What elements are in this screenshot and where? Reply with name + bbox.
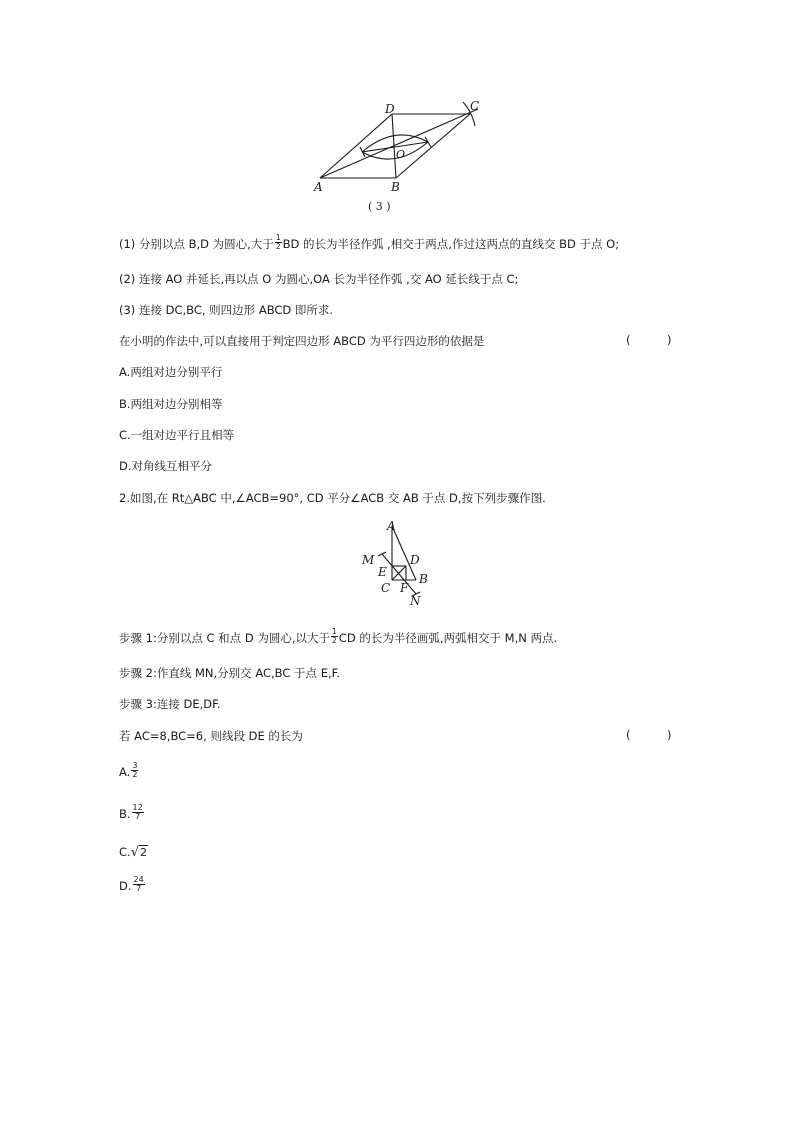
option-fraction bbox=[131, 762, 138, 779]
side-bc bbox=[396, 114, 470, 178]
q2-option-d[interactable] bbox=[119, 875, 146, 895]
frac-num: 12 bbox=[132, 803, 143, 812]
q1-option-b[interactable]: B.两组对边分别相等 bbox=[119, 397, 223, 411]
option-fraction bbox=[132, 804, 144, 821]
frac-num: 3 bbox=[132, 761, 138, 770]
q1-option-d[interactable]: D.对角线互相平分 bbox=[119, 459, 213, 473]
q2-option-b[interactable] bbox=[119, 803, 145, 823]
label-o: O bbox=[396, 148, 406, 161]
option-prefix: C. bbox=[119, 845, 131, 859]
bisector-line bbox=[362, 142, 428, 152]
q2-step1 bbox=[119, 627, 558, 647]
half-fraction bbox=[331, 628, 338, 645]
cross-mark-m bbox=[378, 552, 386, 556]
q1-option-c[interactable]: C.一组对边平行且相等 bbox=[119, 428, 235, 442]
frac-den: 7 bbox=[136, 884, 142, 893]
label-m: M bbox=[362, 553, 375, 567]
label-b: B bbox=[419, 572, 428, 586]
frac-den: 7 bbox=[135, 812, 141, 821]
parallelogram-figure bbox=[300, 96, 500, 214]
q2-step3: 步骤 3:连接 DE,DF. bbox=[119, 697, 221, 711]
label-f: F bbox=[400, 581, 409, 595]
label-e: E bbox=[378, 565, 387, 579]
option-prefix: A. bbox=[119, 765, 131, 779]
q2-option-a[interactable] bbox=[119, 761, 139, 781]
frac-den: 2 bbox=[332, 636, 337, 645]
frac-num: 24 bbox=[133, 875, 144, 884]
radical-sign: √ bbox=[130, 845, 139, 860]
label-a: A bbox=[314, 180, 323, 194]
q2-option-c[interactable] bbox=[119, 844, 148, 861]
figure1-caption: ( 3 ) bbox=[368, 200, 391, 213]
label-d: D bbox=[410, 553, 420, 567]
label-d: D bbox=[385, 102, 395, 116]
diagonal-ac-extended bbox=[320, 109, 478, 178]
right-triangle-figure bbox=[356, 518, 440, 608]
q1-step1 bbox=[119, 233, 620, 253]
label-b: B bbox=[391, 180, 400, 194]
frac-den: 2 bbox=[275, 242, 281, 251]
option-prefix: B. bbox=[119, 807, 131, 821]
q2-step1-post: CD 的长为半径画弧,两弧相交于 M,N 两点. bbox=[338, 631, 558, 645]
q1-step1-post: BD 的长为半径作弧 ,相交于两点,作过这两点的直线交 BD 于点 O; bbox=[282, 237, 620, 251]
q1-answer-paren[interactable]: ( ) bbox=[626, 333, 672, 347]
frac-num: 1 bbox=[275, 233, 281, 242]
q2-answer-paren[interactable]: ( ) bbox=[626, 728, 672, 742]
label-c: C bbox=[470, 99, 480, 113]
radicand: 2 bbox=[139, 846, 147, 859]
q1-step1-pre: (1) 分别以点 B,D 为圆心,大于 bbox=[119, 237, 274, 251]
q1-option-a[interactable]: A.两组对边分别平行 bbox=[119, 365, 223, 379]
q1-question: 在小明的作法中,可以直接用于判定四边形 ABCD 为平行四边形的依据是 bbox=[119, 334, 485, 348]
label-c: C bbox=[381, 581, 391, 595]
q2-step2: 步骤 2:作直线 MN,分别交 AC,BC 于点 E,F. bbox=[119, 666, 341, 680]
label-a: A bbox=[387, 519, 396, 533]
label-n: N bbox=[410, 594, 421, 608]
q2-stem: 2.如图,在 Rt△ABC 中,∠ACB=90°, CD 平分∠ACB 交 AB 于点 D,按下列步骤作图. bbox=[119, 491, 546, 505]
half-fraction bbox=[275, 234, 282, 251]
option-prefix: D. bbox=[119, 879, 132, 893]
side-ad bbox=[320, 114, 392, 178]
option-fraction bbox=[133, 876, 145, 893]
q2-question: 若 AC=8,BC=6, 则线段 DE 的长为 bbox=[119, 729, 303, 743]
frac-den: 2 bbox=[132, 770, 138, 779]
q2-step1-pre: 步骤 1:分别以点 C 和点 D 为圆心,以大于 bbox=[119, 631, 331, 645]
sqrt-expression bbox=[131, 844, 148, 861]
q1-step3: (3) 连接 DC,BC, 则四边形 ABCD 即所求. bbox=[119, 303, 334, 317]
frac-num: 1 bbox=[332, 627, 337, 636]
q1-step2: (2) 连接 AO 并延长,再以点 O 为圆心,OA 长为半径作弧 ,交 AO 延长线于点 C; bbox=[119, 272, 519, 286]
